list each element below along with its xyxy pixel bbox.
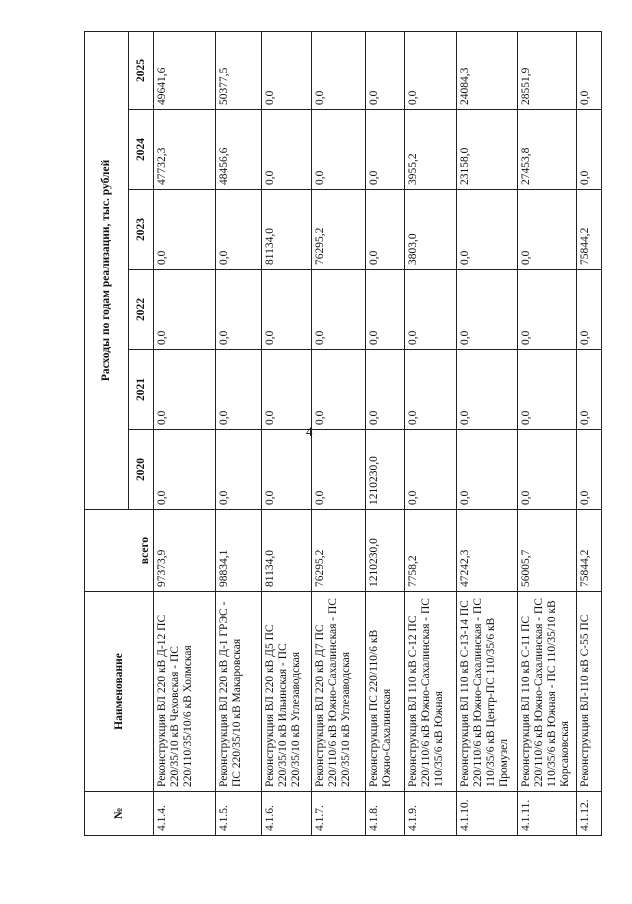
header-year: 2024 [128, 110, 153, 190]
row-number: 4.1.4. [153, 792, 215, 836]
row-year-value: 0,0 [153, 350, 215, 430]
row-year-value: 0,0 [153, 270, 215, 350]
row-name: Реконструкция ВЛ 110 кВ С-12 ПС 220/110/6 кВ Южно-Сахалинская - ПС 110/35/6 кВ Южная [405, 592, 457, 792]
row-total-value: 1210230,0 [365, 510, 405, 592]
row-year-value: 0,0 [517, 350, 576, 430]
row-year-value: 24084,3 [457, 31, 517, 109]
row-number: 4.1.9. [405, 792, 457, 836]
header-year: 2022 [128, 270, 153, 350]
table-row [365, 31, 405, 835]
row-name: Реконструкция ВЛ 110 кВ С-13-14 ПС 220/110/6 кВ Южно-Сахалинская - ПС 110/35/6 кВ Центр-ПС 110/35/6 кВ Промузел [457, 592, 517, 792]
row-year-value: 0,0 [153, 430, 215, 510]
row-year-value: 0,0 [311, 110, 365, 190]
row-total-value: 7758,2 [405, 510, 457, 592]
row-year-value: 1210230,0 [365, 430, 405, 510]
row-year-value: 0,0 [311, 270, 365, 350]
row-year-value: 0,0 [216, 270, 262, 350]
table-row [576, 31, 601, 835]
row-total-value: 47242,3 [457, 510, 517, 592]
row-year-value: 0,0 [457, 190, 517, 270]
row-name: Реконструкция ВЛ 220 кВ Д5 ПС 220/35/10 кВ Ильинская - ПС 220/35/10 кВ Углезаводская [261, 592, 311, 792]
row-year-value: 0,0 [405, 270, 457, 350]
row-total-value: 81134,0 [261, 510, 311, 592]
header-year: 2025 [128, 31, 153, 109]
page-number: 4 [306, 424, 313, 439]
row-total-value: 97373,9 [153, 510, 215, 592]
row-year-value: 0,0 [576, 430, 601, 510]
row-year-value: 49641,6 [153, 31, 215, 109]
table-row [457, 31, 517, 835]
row-year-value: 76295,2 [311, 190, 365, 270]
row-year-value: 0,0 [153, 190, 215, 270]
row-year-value: 0,0 [457, 430, 517, 510]
row-year-value: 0,0 [517, 430, 576, 510]
row-year-value: 0,0 [457, 270, 517, 350]
table-row [517, 31, 576, 835]
row-year-value: 0,0 [365, 110, 405, 190]
row-year-value: 0,0 [405, 350, 457, 430]
row-year-value: 0,0 [365, 350, 405, 430]
row-year-value: 3803,0 [405, 190, 457, 270]
row-year-value: 0,0 [365, 31, 405, 109]
row-number: 4.1.7. [311, 792, 365, 836]
row-year-value: 0,0 [517, 190, 576, 270]
row-year-value: 0,0 [405, 31, 457, 109]
row-year-value: 0,0 [457, 350, 517, 430]
row-year-value: 0,0 [261, 270, 311, 350]
row-year-value: 0,0 [311, 31, 365, 109]
row-year-value: 48456,6 [216, 110, 262, 190]
row-year-value: 0,0 [261, 31, 311, 109]
row-year-value: 0,0 [405, 430, 457, 510]
row-name: Реконструкция ВЛ-110 кВ С-55 ПС [576, 592, 601, 792]
row-year-value: 23158,0 [457, 110, 517, 190]
row-number: 4.1.11. [517, 792, 576, 836]
row-number: 4.1.5. [216, 792, 262, 836]
row-year-value: 0,0 [576, 110, 601, 190]
row-year-value: 47732,3 [153, 110, 215, 190]
row-year-value: 0,0 [216, 430, 262, 510]
row-year-value: 0,0 [365, 190, 405, 270]
row-total-value: 75844,2 [576, 510, 601, 592]
row-name: Реконструкция ВЛ 220 кВ Д7 ПС 220/110/6 кВ Южно-Сахалинская - ПС 220/35/10 кВ Углезаводская [311, 592, 365, 792]
row-year-value: 0,0 [576, 31, 601, 109]
row-name: Реконструкция ВЛ 110 кВ С-11 ПС 220/110/6 кВ Южно-Сахалинская - ПС 110/35/6 кВ Южная - ПС 110/35/10 кВ Корсаковская [517, 592, 576, 792]
row-year-value: 0,0 [365, 270, 405, 350]
row-year-value: 0,0 [261, 110, 311, 190]
row-name: Реконструкция ВЛ 220 кВ Д-12 ПС 220/35/10 кВ Чеховская - ПС 220/110/35/10/6 кВ Холмская [153, 592, 215, 792]
header-year: 2020 [128, 430, 153, 510]
table-row [216, 31, 262, 835]
table-row [405, 31, 457, 835]
row-year-value: 0,0 [576, 270, 601, 350]
table-row [261, 31, 311, 835]
row-year-value: 0,0 [261, 430, 311, 510]
row-number: 4.1.6. [261, 792, 311, 836]
row-year-value: 0,0 [216, 350, 262, 430]
row-year-value: 0,0 [576, 350, 601, 430]
row-total-value: 76295,2 [311, 510, 365, 592]
row-number: 4.1.12. [576, 792, 601, 836]
row-number: 4.1.8. [365, 792, 405, 836]
header-expenses: Расходы по годам реализации, тыс. рублей [85, 31, 129, 509]
table-row [311, 31, 365, 835]
header-year: 2021 [128, 350, 153, 430]
expenses-table [84, 31, 602, 836]
header-year: 2023 [128, 190, 153, 270]
row-year-value: 0,0 [311, 430, 365, 510]
rotated-table-container [84, 32, 602, 836]
header-total: всего [85, 510, 154, 592]
row-name: Реконструкция ВЛ 220 кВ Д-1 ГРЭС - ПС 220/35/10 кВ Макаровская [216, 592, 262, 792]
table-row [153, 31, 215, 835]
row-year-value: 75844,2 [576, 190, 601, 270]
row-total-value: 98834,1 [216, 510, 262, 592]
header-name: Наименование [85, 592, 154, 792]
header-no: № [85, 792, 154, 836]
row-total-value: 56005,7 [517, 510, 576, 592]
row-year-value: 0,0 [311, 350, 365, 430]
row-year-value: 0,0 [517, 270, 576, 350]
row-year-value: 27453,8 [517, 110, 576, 190]
row-year-value: 81134,0 [261, 190, 311, 270]
row-year-value: 3955,2 [405, 110, 457, 190]
row-name: Реконструкция ПС 220/110/6 кВ Южно-Сахалинская [365, 592, 405, 792]
row-year-value: 50377,5 [216, 31, 262, 109]
row-year-value: 0,0 [261, 350, 311, 430]
header-row-1 [85, 31, 129, 835]
row-year-value: 28551,9 [517, 31, 576, 109]
row-year-value: 0,0 [216, 190, 262, 270]
row-number: 4.1.10. [457, 792, 517, 836]
